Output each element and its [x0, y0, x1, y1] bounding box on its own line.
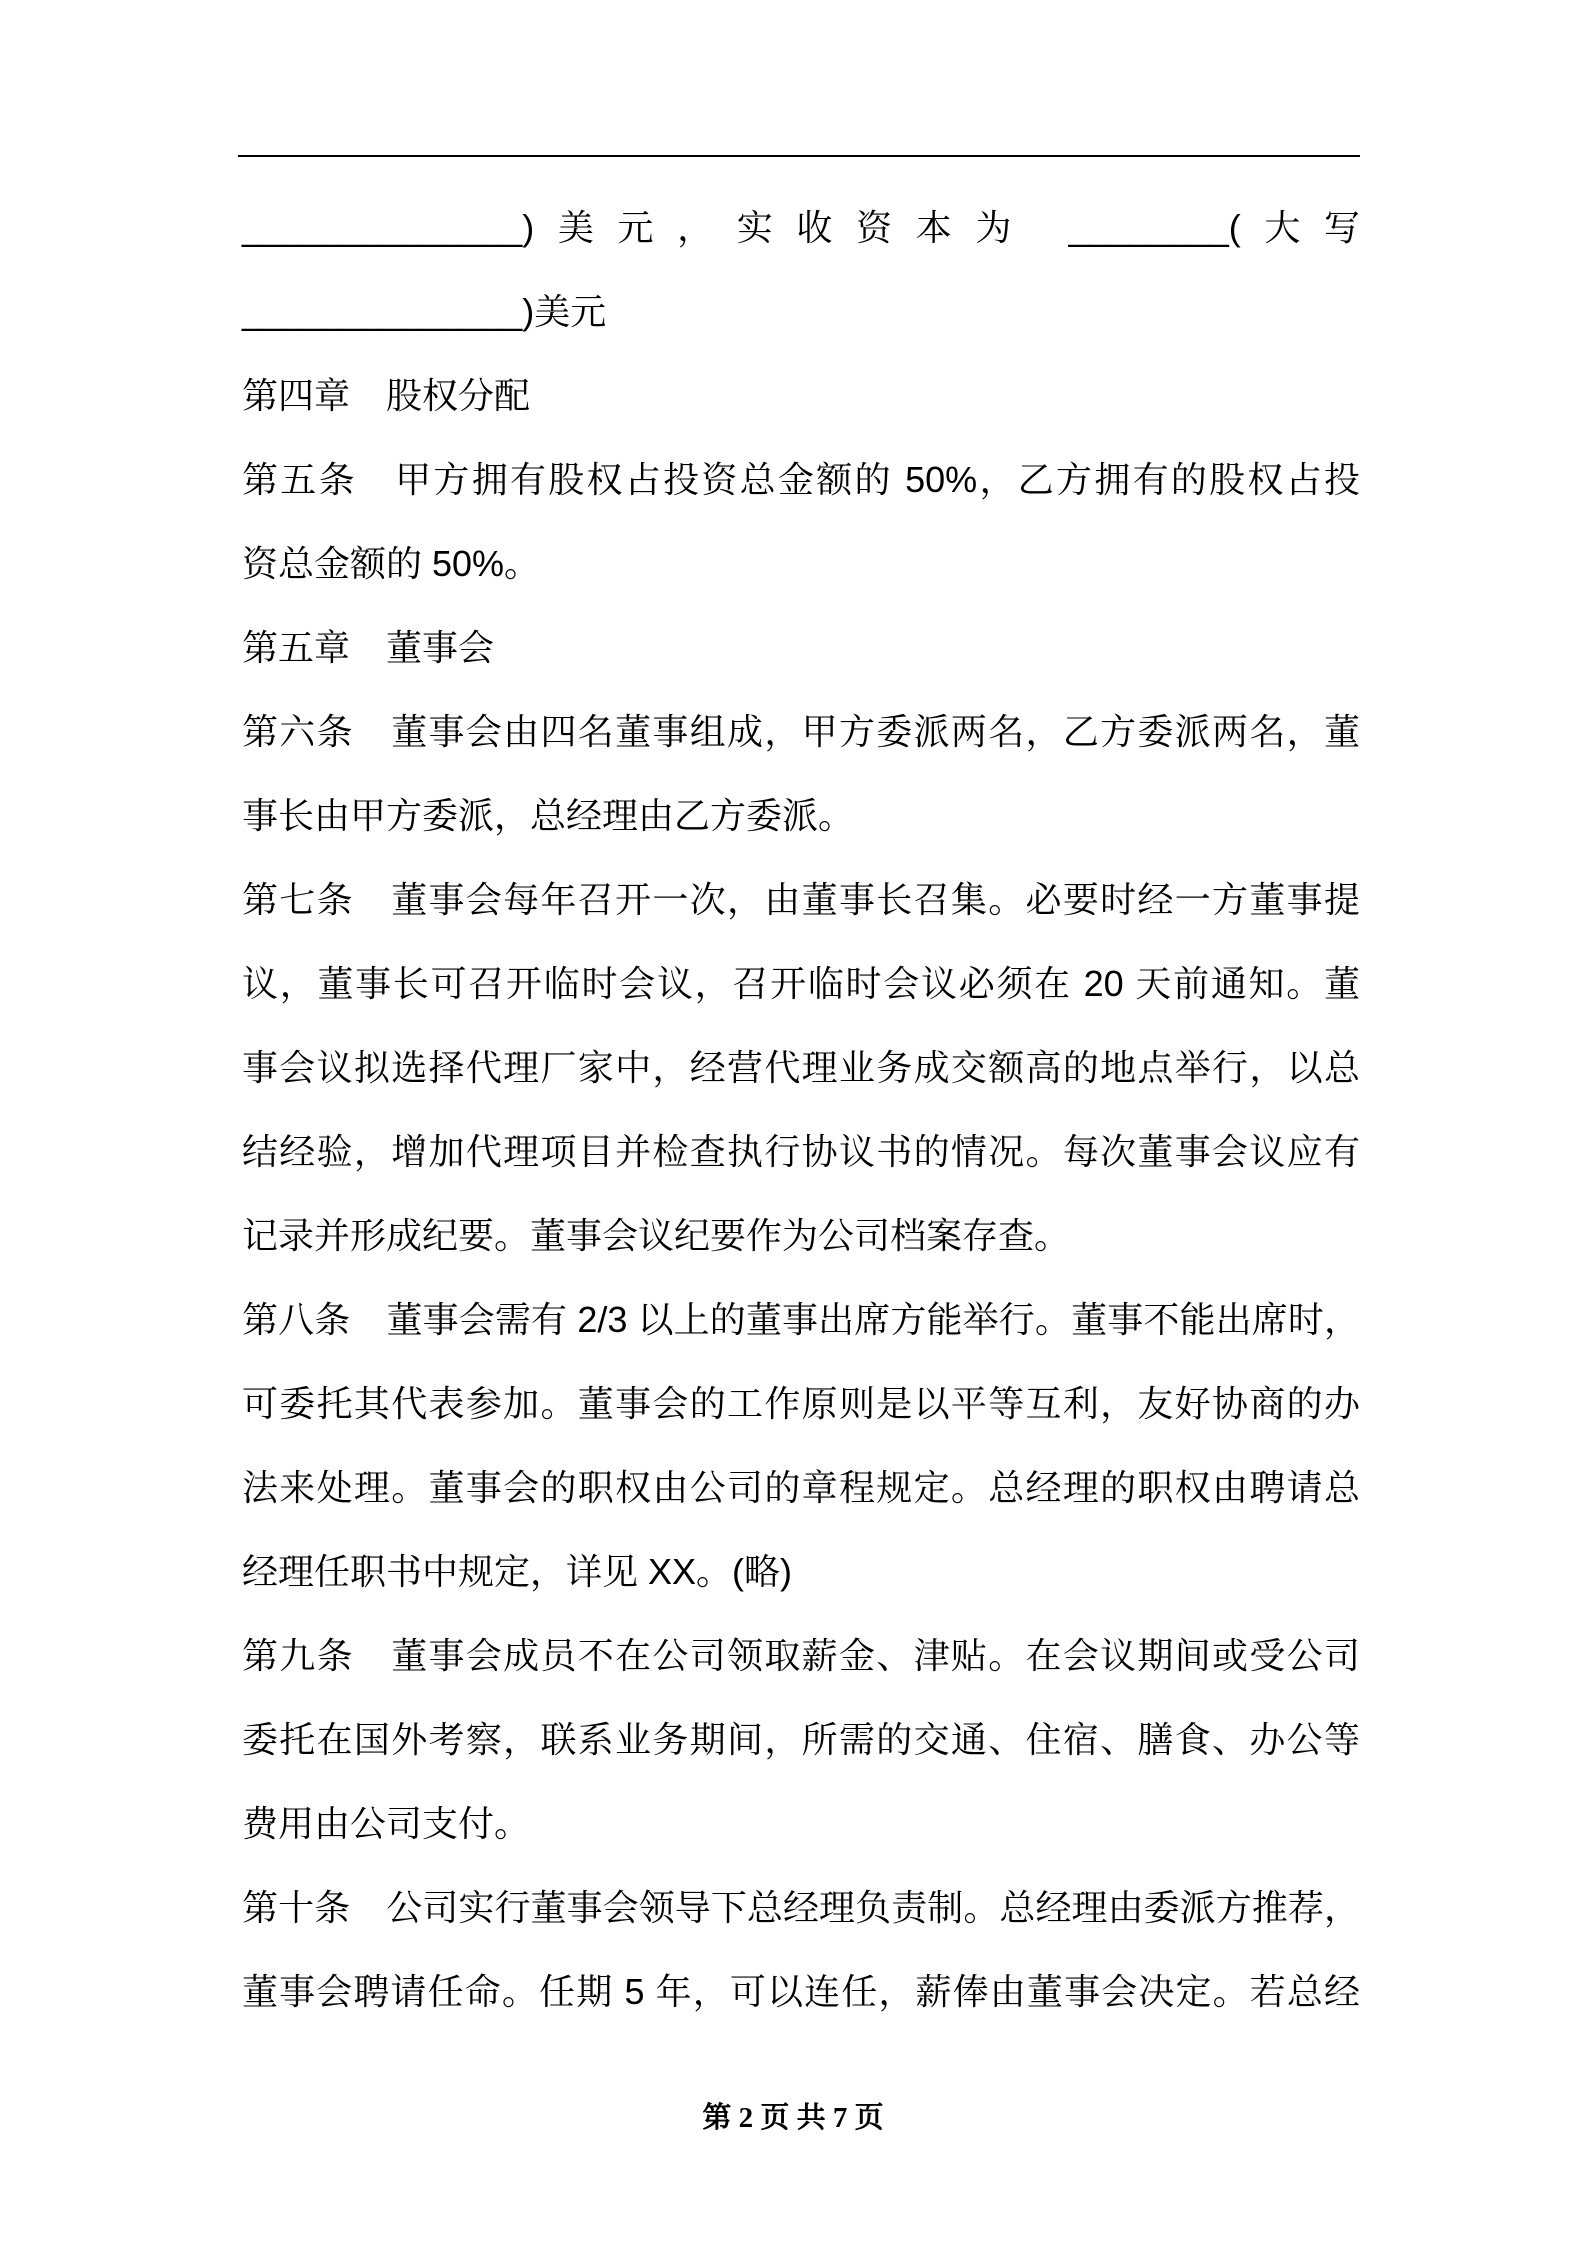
text-line: 可委托其代表参加。董事会的工作原则是以平等互利，友好协商的办 — [242, 1383, 1360, 1424]
text-line: 记录并形成纪要。董事会议纪要作为公司档案存查。 — [242, 1215, 1071, 1256]
article-8 — [242, 1278, 1360, 1614]
text-line: 事长由甲方委派，总经理由乙方委派。 — [242, 795, 855, 836]
text-line: 第七条 董事会每年召开一次，由董事长召集。必要时经一方董事提 — [242, 879, 1360, 920]
text-line: 第八条 董事会需有 2/3 以上的董事出席方能举行。董事不能出席时， — [242, 1299, 1360, 1340]
article-7 — [242, 858, 1360, 1278]
text-line: 费用由公司支付。 — [242, 1803, 531, 1844]
text-line: ______________)美元 — [242, 291, 607, 332]
text-line: 第六条 董事会由四名董事组成，甲方委派两名，乙方委派两名，董 — [242, 711, 1360, 752]
text-line: 第五条 甲方拥有股权占投资总金额的 50%，乙方拥有的股权占投 — [242, 459, 1360, 500]
chapter-heading: 第四章 股权分配 — [242, 375, 531, 416]
document-body — [242, 186, 1360, 2034]
article-6 — [242, 690, 1360, 858]
registered-capital-paragraph — [242, 186, 1360, 354]
text-line: 经理任职书中规定，详见 XX。(略) — [242, 1551, 793, 1592]
chapter-heading: 第五章 董事会 — [242, 627, 495, 668]
text-line: 董事会聘请任命。任期 5 年，可以连任，薪俸由董事会决定。若总经 — [242, 1971, 1360, 2012]
text-line: ______________)美元，实收资本为 ________(大写 — [242, 207, 1360, 248]
chapter-heading-5 — [242, 606, 1360, 690]
header-rule — [238, 155, 1360, 157]
text-line: 委托在国外考察，联系业务期间，所需的交通、住宿、膳食、办公等 — [242, 1719, 1360, 1760]
text-line: 结经验，增加代理项目并检查执行协议书的情况。每次董事会议应有 — [242, 1131, 1360, 1172]
text-line: 事会议拟选择代理厂家中，经营代理业务成交额高的地点举行，以总 — [242, 1047, 1360, 1088]
text-line: 第九条 董事会成员不在公司领取薪金、津贴。在会议期间或受公司 — [242, 1635, 1360, 1676]
article-5 — [242, 438, 1360, 606]
text-line: 法来处理。董事会的职权由公司的章程规定。总经理的职权由聘请总 — [242, 1467, 1360, 1508]
article-9 — [242, 1614, 1360, 1866]
text-line: 议，董事长可召开临时会议，召开临时会议必须在 20 天前通知。董 — [242, 963, 1360, 1004]
chapter-heading-4 — [242, 354, 1360, 438]
text-line: 资总金额的 50%。 — [242, 543, 541, 584]
text-line: 第十条 公司实行董事会领导下总经理负责制。总经理由委派方推荐， — [242, 1887, 1360, 1928]
article-10 — [242, 1866, 1360, 2034]
page-number-footer: 第 2 页 共 7 页 — [702, 2102, 884, 2134]
